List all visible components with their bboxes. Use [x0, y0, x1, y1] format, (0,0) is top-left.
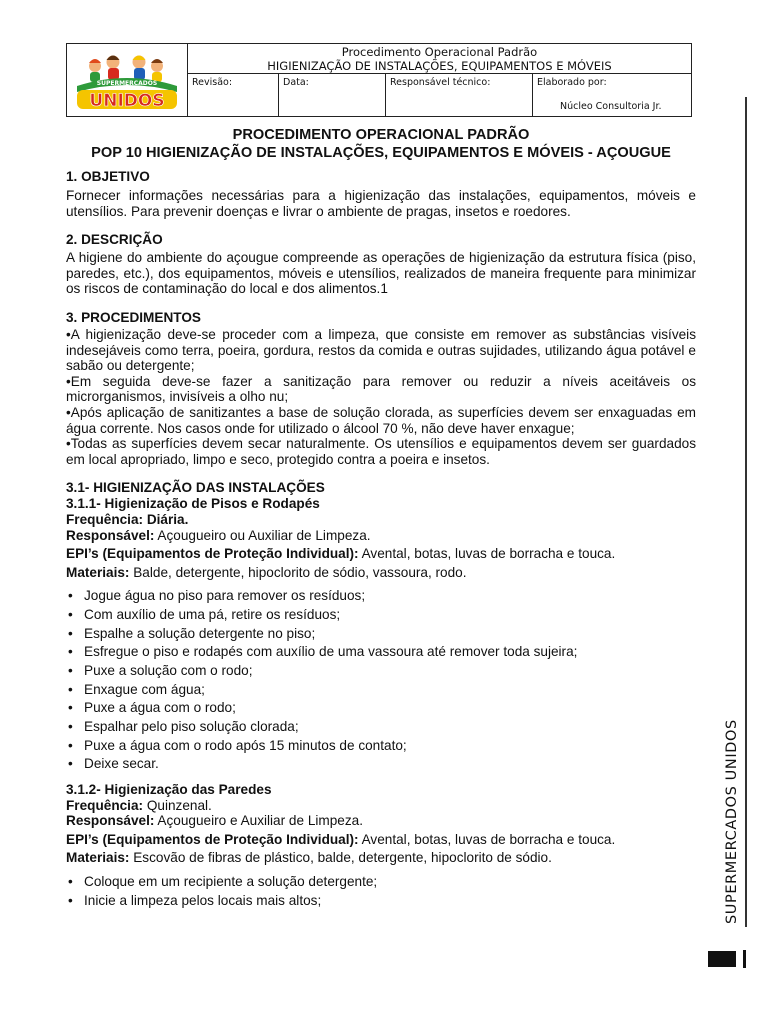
elaborado-cell [533, 74, 691, 116]
elaborado-value: Núcleo Consultoria Jr. [560, 101, 662, 112]
supermercados-unidos-logo [73, 50, 181, 110]
materiais-row-1: Materiais: Balde, detergente, hipoclorito de sódio, vassoura, rodo. [66, 564, 467, 580]
resp-row-1: Responsável: Açougueiro ou Auxiliar de Limpeza. [66, 527, 371, 543]
section-1-text: Fornecer informações necessárias para a higienização das instalações, equipamentos, móveis e utensílios. Para prevenir doenças e livrar o ambiente de pragas, insetos e roedores. [66, 188, 696, 219]
section-3-bullet: •Todas as superfícies devem secar naturalmente. Os utensílios e equipamentos devem ser guardados em local apropriado, limpo e seco, protegido contra a poeira e insetos. [66, 436, 696, 467]
list-item: • Com auxílio de uma pá, retire os resíduos; [66, 607, 696, 623]
header-title-line2: HIGIENIZAÇÃO DE INSTALAÇÕES, EQUIPAMENTOS E MÓVEIS [267, 59, 612, 73]
section-3-1-1-heading: 3.1.1- Higienização de Pisos e Rodapés [66, 496, 320, 512]
epi-row-2: EPI’s (Equipamentos de Proteção Individual): Avental, botas, luvas de borracha e touca. [66, 831, 616, 847]
list-item: • Esfregue o piso e rodapés com auxílio de uma vassoura até remover toda sujeira; [66, 644, 696, 660]
responsavel-cell [386, 74, 533, 116]
header-title-line1: Procedimento Operacional Padrão [341, 45, 538, 59]
data-label: Data: [283, 77, 309, 88]
list-item: • Enxague com água; [66, 682, 696, 698]
section-2-heading: 2. DESCRIÇÃO [66, 232, 163, 248]
logo-cell [67, 44, 188, 116]
section-3-1-heading: 3.1- HIGIENIZAÇÃO DAS INSTALAÇÕES [66, 480, 325, 496]
freq-row-1: Frequência: Diária. [66, 511, 189, 527]
list-item: • Inicie a limpeza pelos locais mais altos; [66, 893, 696, 909]
list-item: • Coloque em um recipiente a solução detergente; [66, 874, 696, 890]
section-3-bullet: •Após aplicação de sanitizantes a base de solução clorada, as superfícies devem ser enxaguadas em água corrente. Nos casos onde for utilizado o álcool 70 %, não deve haver enxague; [66, 404, 696, 436]
materiais-row-2: Materiais: Escovão de fibras de plástico, balde, detergente, hipoclorito de sódio. [66, 850, 552, 866]
freq-row-2: Frequência: Quinzenal. [66, 797, 212, 813]
side-divider-line [745, 97, 747, 927]
section-3-1-2-heading: 3.1.2- Higienização das Paredes [66, 781, 272, 797]
list-item: • Espalhe a solução detergente no piso; [66, 626, 696, 642]
doc-title: PROCEDIMENTO OPERACIONAL PADRÃO [232, 127, 530, 143]
elaborado-label: Elaborado por: [537, 77, 607, 88]
responsavel-label: Responsável técnico: [390, 77, 491, 88]
list-item: • Puxe a água com o rodo após 15 minutos de contato; [66, 738, 696, 754]
section-3-bullet: •Em seguida deve-se fazer a sanitização para remover ou reduzir a níveis aceitáveis os microrganismos, invisíveis a olho nu; [66, 373, 696, 405]
page-marker-bar [743, 950, 746, 968]
list-item: • Espalhar pelo piso solução clorada; [66, 719, 696, 735]
list-item: • Puxe a solução com o rodo; [66, 663, 696, 679]
header-title [188, 44, 691, 74]
epi-row-1: EPI’s (Equipamentos de Proteção Individual): Avental, botas, luvas de borracha e touca. [66, 546, 616, 562]
steps-list-2 [66, 874, 696, 908]
header-fields [188, 74, 691, 116]
section-1-heading: 1. OBJETIVO [66, 169, 150, 184]
logo-text: UNIDOS [89, 91, 165, 110]
revisao-cell [188, 74, 279, 116]
doc-subtitle: POP 10 HIGIENIZAÇÃO DE INSTALAÇÕES, EQUIPAMENTOS E MÓVEIS - AÇOUGUE [91, 145, 671, 161]
document-header-table [66, 43, 692, 117]
section-3-bullet: •A higienização deve-se proceder com a limpeza, que consiste em remover as substâncias visíveis indesejáveis como terra, poeira, gordura, restos da comida e outras sujidades, utilizando água potável e sabão ou detergente; [66, 326, 696, 374]
section-3-heading: 3. PROCEDIMENTOS [66, 309, 201, 325]
list-item: • Jogue água no piso para remover os resíduos; [66, 588, 696, 604]
side-vertical-text: SUPERMERCADOS UNIDOS [724, 719, 740, 924]
document-body [66, 126, 696, 911]
page-marker-block [708, 951, 736, 967]
logo-arc-text: SUPERMERCADOS [96, 80, 158, 87]
data-cell [279, 74, 386, 116]
list-item: • Puxe a água com o rodo; [66, 700, 696, 716]
revisao-label: Revisão: [192, 77, 233, 88]
resp-row-2: Responsável: Açougueiro e Auxiliar de Limpeza. [66, 813, 363, 829]
steps-list-1 [66, 588, 696, 772]
section-2-text: A higiene do ambiente do açougue compreende as operações de higienização da estrutura física (piso, paredes, etc.), dos equipamentos, móveis e utensílios, realizados de maneira frequente para minimizar os riscos de contaminação do local e dos alimentos.1 [66, 250, 696, 297]
section-3-bullets [66, 327, 696, 467]
list-item: • Deixe secar. [66, 756, 696, 772]
